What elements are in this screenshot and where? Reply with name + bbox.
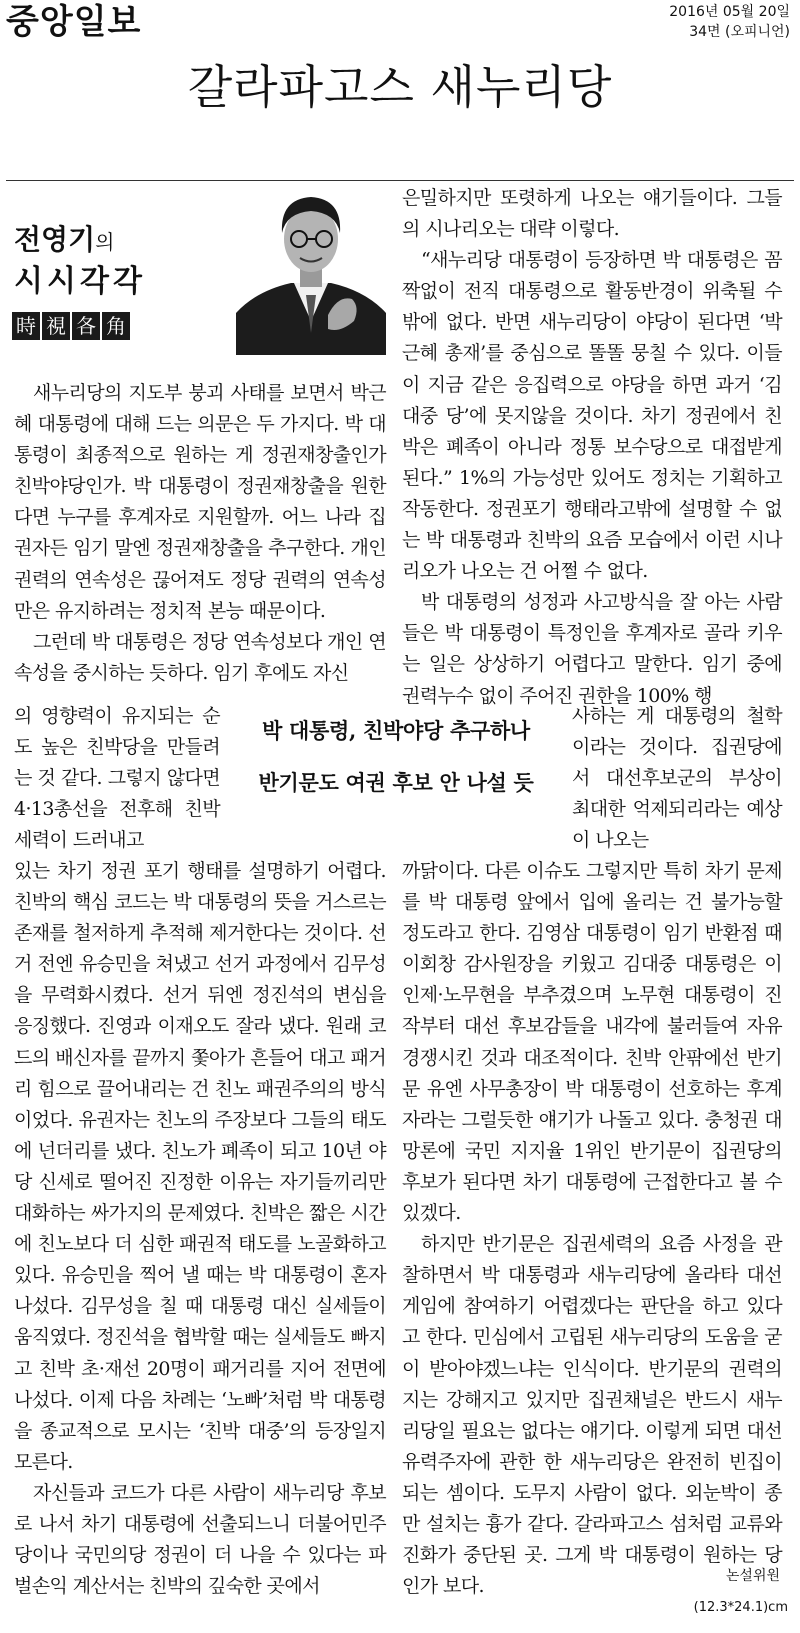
headline-rule [6, 180, 794, 181]
paragraph: 새누리당의 지도부 붕괴 사태를 보면서 박근혜 대통령에 대해 드는 의문은 두 가지다. 박 대통령이 최종적으로 원하는 게 정권재창출인가 친박야당인가. 박 대통령이 정권재창출을 원한다면 누구를 후계자로 지원할까. 어느 나라 집권자든 임기 말엔 정권재창출을 추구한다. 개인 권력의 연속성은 끊어져도 정당 권력의 연속성만은 유지하려는 정치적 본능 때문이다. [14, 382, 386, 622]
left-column-narrow [14, 701, 220, 856]
right-column-top [402, 183, 782, 712]
left-column-top [14, 378, 386, 689]
left-column-bottom [14, 856, 386, 1602]
masthead-logo: 중앙일보 [6, 2, 142, 42]
right-column-bottom [402, 856, 782, 1602]
hanja-char: 角 [102, 312, 130, 340]
byline-name [14, 222, 114, 260]
pull-quote [226, 705, 566, 809]
hanja-char: 各 [72, 312, 100, 340]
paragraph: 까닭이다. 다른 이슈도 그렇지만 특히 차기 문제를 박 대통령 앞에서 입에 올리는 건 불가능할 정도라고 한다. 김영삼 대통령이 임기 반환점 때 이회창 감사원장을 키웠고 김대중 대통령은 이인제·노무현을 부추겼으며 노무현 대통령이 진작부터 대선 후보감들을 내각에 불러들여 자유 경쟁시킨 것과 대조적이다. 친박 안팎에선 반기문 유엔 사무총장이 박 대통령이 선호하는 후계자라는 그럴듯한 얘기가 나돌고 있다. 충청권 대망론에 국민 지지율 1위인 반기문이 집권당의 후보가 된다면 차기 대통령에 근접한다고 볼 수 있겠다. [402, 860, 782, 1225]
headline: 갈라파고스 새누리당 [187, 60, 613, 114]
issue-date: 2016년 05월 20일 [669, 4, 790, 20]
right-column-narrow [572, 701, 782, 856]
author-photo [236, 183, 386, 355]
pull-quote-line: 반기문도 여권 후보 안 나설 듯 [258, 770, 534, 795]
pull-quote-line: 박 대통령, 친박야당 추구하나 [262, 718, 530, 743]
paragraph: “새누리당 대통령이 등장하면 박 대통령은 꼼짝없이 전직 대통령으로 활동반경이 위축될 수밖에 없다. 반면 새누리당이 야당이 된다면 ‘박근혜 총재’를 중심으로 똘똘 뭉칠 수 있다. 이들이 지금 같은 응집력으로 야당을 하면 과거 ‘김대중 당’에 못지않을 것이다. 차기 정권에서 친박은 폐족이 아니라 정통 보수당으로 대접받게 된다.” 1%의 가능성만 있어도 정치는 기획하고 작동한다. 정권포기 행태라고밖에 설명할 수 없는 박 대통령과 친박의 요즘 모습에서 이런 시나리오가 나오는 건 어쩔 수 없다. [402, 249, 782, 583]
issue-section: 34면 (오피니언) [689, 24, 790, 40]
print-size: (12.3*24.1)cm [693, 1600, 788, 1615]
paragraph: 의 영향력이 유지되는 순도 높은 친박당을 만들려는 것 같다. 그렇지 않다면 4·13총선을 전후해 친박세력이 드러내고 [14, 705, 220, 852]
paragraph: 있는 차기 정권 포기 행태를 설명하기 어렵다. 친박의 핵심 코드는 박 대통령의 뜻을 거스르는 존재를 철저하게 추적해 제거한다는 것이다. 선거 전엔 유승민을 쳐냈고 선거 과정에서 김무성을 무력화시켰다. 선거 뒤엔 정진석의 변심을 응징했다. 진영과 이재오도 잘라 냈다. 원래 코드의 배신자를 끝까지 쫓아가 흔들어 대고 패거리 힘으로 끌어내리는 건 친노 패권주의의 방식이었다. 유권자는 친노의 주장보다 그들의 태도에 넌더리를 냈다. 친노가 폐족이 되고 10년 야당 신세로 떨어진 진정한 이유는 자기들끼리만 대화하는 싸가지의 문제였다. 친박은 짧은 시간에 친노보다 더 심한 패권적 태도를 노골화하고 있다. 유승민을 찍어 낼 때는 박 대통령이 혼자 나섰다. 김무성을 칠 때 대통령 대신 실세들이 움직였다. 정진석을 협박할 때는 실세들도 빠지고 친박 초·재선 20명이 패거리를 지어 전면에 나섰다. 이제 다음 차례는 ‘노빠’처럼 박 대통령을 종교적으로 모시는 ‘친박 대중’의 등장일지 모른다. [14, 860, 386, 1473]
author-name: 전영기 [14, 223, 96, 256]
author-suffix: 의 [95, 230, 115, 254]
paragraph: 하지만 반기문은 집권세력의 요즘 사정을 관찰하면서 박 대통령과 새누리당에 올라타 대선 게임에 참여하기 어렵겠다는 판단을 하고 있다고 한다. 민심에서 고립된 새누리당의 도움을 굳이 받아야겠느냐는 인식이다. 반기문의 권력의지는 강해지고 있지만 집권채널은 반드시 새누리당일 필요는 없다는 얘기다. 이렇게 되면 대선 유력주자에 관한 한 새누리당은 완전히 빈집이 되는 셈이다. 도무지 사람이 없다. 외눈박이 종만 설치는 흉가 같다. 갈라파고스 섬처럼 교류와 진화가 중단된 곳. 그게 박 대통령이 원하는 당인가 보다. [402, 1233, 782, 1598]
hanja-char: 時 [12, 312, 40, 340]
writer-title: 논설위원 [725, 1568, 780, 1584]
column-hanja [12, 312, 130, 340]
paragraph: 그런데 박 대통령은 정당 연속성보다 개인 연속성을 중시하는 듯하다. 임기 후에도 자신 [14, 630, 386, 684]
paragraph: 박 대통령의 성정과 사고방식을 잘 아는 사람들은 박 대통령이 특정인을 후계자로 골라 키우는 일은 상상하기 어렵다고 말한다. 임기 중에 권력누수 없이 주어진 권한을 100% 행 [402, 591, 782, 707]
issue-meta [669, 2, 790, 42]
hanja-char: 視 [42, 312, 70, 340]
column-name: 시시각각 [14, 264, 146, 299]
paragraph: 자신들과 코드가 다른 사람이 새누리당 후보로 나서 차기 대통령에 선출되느니 더불어민주당이나 국민의당 정권이 더 나을 수 있다는 파벌손익 계산서는 친박의 깊숙한 곳에서 [14, 1481, 386, 1598]
paragraph: 은밀하지만 또렷하게 나오는 얘기들이다. 그들의 시나리오는 대략 이렇다. [402, 187, 782, 241]
paragraph: 사하는 게 대통령의 철학이라는 것이다. 집권당에서 대선후보군의 부상이 최대한 억제되리라는 예상이 나오는 [572, 705, 782, 852]
